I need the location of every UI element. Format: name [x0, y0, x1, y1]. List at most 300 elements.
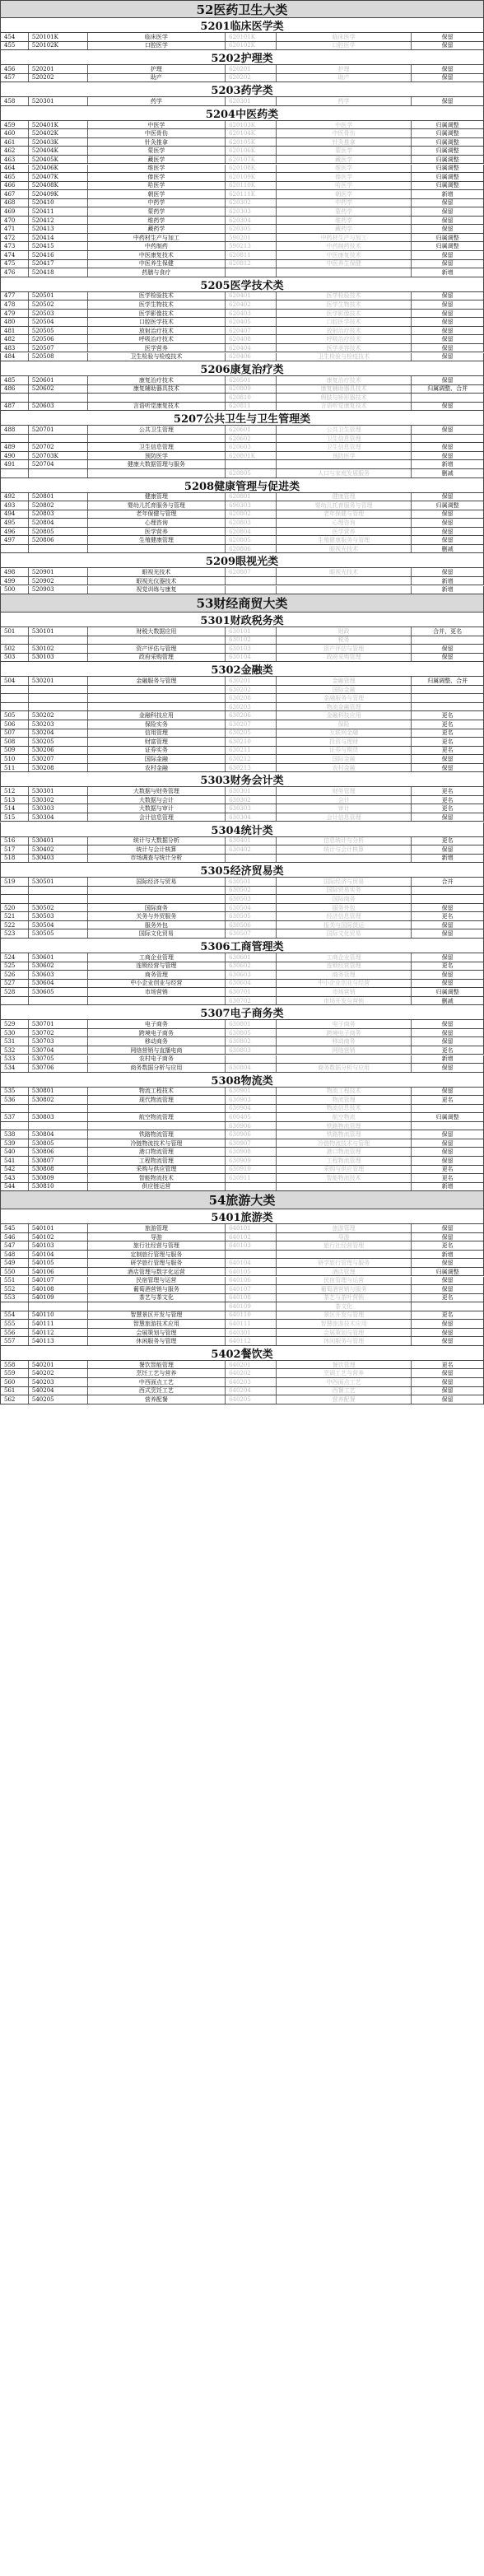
change-note: 归属调整: [435, 234, 459, 241]
change-note: 新增: [441, 586, 454, 594]
old-name: 会计信息管理: [277, 813, 412, 822]
table-row: [0, 528, 484, 537]
old-name: 财务管理: [277, 787, 412, 795]
table-row: [0, 953, 484, 962]
old-name: 民宿管理与运营: [277, 1277, 412, 1285]
new-code: 540106: [29, 1268, 88, 1276]
new-code: 540108: [29, 1285, 88, 1293]
old-code: 630304: [226, 813, 277, 822]
old-code: 620201: [226, 65, 277, 73]
new-name: [88, 686, 226, 694]
old-name: 税务: [277, 636, 412, 645]
row-index: 555: [1, 1320, 29, 1328]
new-name: 统计与会计核算: [88, 845, 226, 854]
row-index: 499: [1, 577, 29, 585]
old-name: 中医学: [277, 121, 412, 129]
change-note: 保留: [441, 310, 454, 317]
old-code: [226, 1251, 277, 1259]
table-row: [0, 1233, 484, 1242]
old-code: 630302: [226, 796, 277, 804]
old-code: [226, 1183, 277, 1191]
table-row: [0, 1311, 484, 1321]
table-row: [0, 627, 484, 636]
table-row: [0, 1241, 484, 1251]
old-code: 630911: [226, 1174, 277, 1182]
table-row: [0, 804, 484, 813]
table-row: [0, 677, 484, 686]
new-code: 530503: [29, 912, 88, 920]
table-row: [0, 190, 484, 199]
old-name: [277, 855, 412, 863]
change-note: 保留: [441, 764, 454, 771]
old-code: 620408: [226, 335, 277, 343]
row-index: 478: [1, 300, 29, 309]
table-row: [0, 1268, 484, 1277]
new-code: [29, 686, 88, 694]
new-name: 临床医学: [88, 33, 226, 41]
old-code: 620107K: [226, 156, 277, 164]
old-name: 医学检验技术: [277, 292, 412, 300]
old-code: 630504: [226, 904, 277, 912]
old-name: 金融服务与管理: [277, 694, 412, 702]
new-name: 心理咨询: [88, 519, 226, 527]
old-code: 640105: [226, 1268, 277, 1276]
old-name: 物流管理: [277, 1096, 412, 1104]
row-index: [1, 694, 29, 702]
new-name: 财富管理: [88, 738, 226, 746]
old-name: 智慧旅游技术应用: [277, 1320, 412, 1328]
row-index: 491: [1, 460, 29, 468]
new-code: 530403: [29, 855, 88, 863]
old-code: 630503: [226, 895, 277, 903]
old-name: 工商企业管理: [277, 953, 412, 962]
table-row: [0, 327, 484, 336]
table-row: [0, 1251, 484, 1260]
old-code: 620106K: [226, 147, 277, 155]
old-name: 国际文化贸易: [277, 929, 412, 938]
new-name: [88, 636, 226, 645]
change-note: [412, 887, 483, 895]
new-code: 540105: [29, 1259, 88, 1267]
old-name: [277, 1183, 412, 1191]
row-index: 543: [1, 1174, 29, 1182]
new-code: 530808: [29, 1166, 88, 1174]
table-row: [0, 1224, 484, 1233]
old-code: 620301: [226, 97, 277, 105]
change-note: 保留: [441, 1260, 454, 1267]
new-code: 520803: [29, 510, 88, 519]
new-name: 医学营养: [88, 528, 226, 536]
table-row: [0, 242, 484, 251]
new-name: 会计信息管理: [88, 813, 226, 822]
old-code: 630906: [226, 1122, 277, 1130]
new-name: 保险实务: [88, 720, 226, 729]
change-note: 保留: [441, 327, 454, 334]
old-name: 中医骨伤: [277, 129, 412, 137]
table-row: [0, 344, 484, 353]
row-index: 541: [1, 1157, 29, 1165]
row-index: 481: [1, 327, 29, 335]
change-note: 保留: [441, 930, 454, 938]
row-index: 471: [1, 225, 29, 233]
row-index: 533: [1, 1055, 29, 1064]
new-code: 530605: [29, 988, 88, 996]
new-code: 520102K: [29, 42, 88, 50]
table-row: [0, 310, 484, 319]
old-name: 口腔医学技术: [277, 318, 412, 326]
table-row: [0, 747, 484, 756]
change-note: 保留: [441, 1321, 454, 1328]
change-note: 保留: [441, 654, 454, 661]
old-name: 景区开发与管理: [277, 1311, 412, 1320]
table-row: [0, 904, 484, 913]
old-name: 保险: [277, 720, 412, 729]
old-code: 630205: [226, 729, 277, 738]
category-heading: 5204中医药类: [0, 106, 484, 121]
old-name: 投资与理财: [277, 738, 412, 746]
row-index: 551: [1, 1277, 29, 1285]
major-category-heading: 53财经商贸大类: [0, 594, 484, 613]
change-note: 归属调整: [435, 165, 459, 172]
new-name: 医学营养: [88, 344, 226, 352]
new-code: [29, 1302, 88, 1311]
table-row: [0, 199, 484, 208]
table-row: [0, 720, 484, 729]
old-code: 630910: [226, 1166, 277, 1174]
change-note: 保留: [441, 300, 454, 308]
category-heading: 5207公共卫生与卫生管理类: [0, 411, 484, 426]
change-note: 更名: [441, 1361, 454, 1368]
change-note: [412, 694, 483, 702]
new-name: 金融科技应用: [88, 711, 226, 720]
old-code: 620103K: [226, 121, 277, 129]
row-index: 458: [1, 97, 29, 105]
old-code: 620805: [226, 536, 277, 544]
new-code: 520408K: [29, 182, 88, 190]
old-name: 国际经济与贸易: [277, 878, 412, 886]
old-code: 620802: [226, 510, 277, 519]
new-name: [88, 703, 226, 711]
old-name: 茶文化: [277, 1302, 412, 1311]
old-name: 维医学: [277, 165, 412, 173]
new-name: 导游: [88, 1233, 226, 1241]
table-row: [0, 1294, 484, 1303]
new-code: 530706: [29, 1064, 88, 1072]
new-name: 助产: [88, 74, 226, 82]
row-index: 454: [1, 33, 29, 41]
change-note: 归属调整: [435, 156, 459, 163]
old-code: 620801K: [226, 452, 277, 460]
change-note: [412, 1105, 483, 1113]
row-index: 539: [1, 1139, 29, 1148]
new-name: 视觉训练与康复: [88, 586, 226, 594]
table-row: [0, 426, 484, 435]
new-code: 530807: [29, 1157, 88, 1165]
new-name: 信用管理: [88, 729, 226, 738]
table-row: [0, 837, 484, 846]
table-row: [0, 65, 484, 74]
row-index: 460: [1, 129, 29, 137]
table-row: [0, 921, 484, 930]
new-code: 520508: [29, 353, 88, 361]
new-name: 蒙药学: [88, 207, 226, 216]
table-row: [0, 1029, 484, 1038]
new-name: 大数据与财务管理: [88, 787, 226, 795]
new-code: 530401: [29, 837, 88, 845]
change-note: 保留: [441, 1329, 454, 1336]
old-code: 630602: [226, 962, 277, 971]
row-index: 463: [1, 156, 29, 164]
new-code: 520603: [29, 403, 88, 411]
old-name: 眼视光技术: [277, 545, 412, 553]
change-note: 更名: [441, 712, 454, 720]
new-name: 卫生信息管理: [88, 443, 226, 451]
change-note: 更名: [441, 1294, 454, 1302]
row-index: 554: [1, 1311, 29, 1320]
new-name: [88, 1122, 226, 1130]
old-code: 600405: [226, 1113, 277, 1121]
new-name: 财税大数据应用: [88, 627, 226, 636]
new-code: 540113: [29, 1337, 88, 1345]
old-name: 医学营养: [277, 528, 412, 536]
change-note: 保留: [441, 319, 454, 326]
old-code: 620801: [226, 493, 277, 501]
category-heading: 5302金融类: [0, 662, 484, 677]
new-code: 520702: [29, 443, 88, 451]
old-name: 航空物流: [277, 1113, 412, 1121]
change-note: 保留: [441, 1131, 454, 1139]
table-row: [0, 1096, 484, 1105]
table-row: [0, 493, 484, 502]
change-note: [412, 895, 483, 903]
old-name: 医学美容技术: [277, 344, 412, 352]
new-name: 连锁经营与管理: [88, 962, 226, 971]
new-code: [29, 997, 88, 1005]
old-code: 630402: [226, 845, 277, 854]
new-name: 政府采购管理: [88, 654, 226, 662]
row-index: 492: [1, 493, 29, 501]
old-name: 生殖健康服务与管理: [277, 536, 412, 544]
new-name: 眼视光仪器技术: [88, 577, 226, 585]
change-note: 保留: [441, 569, 454, 576]
new-code: 520416: [29, 251, 88, 259]
table-row: [0, 738, 484, 747]
new-name: 口腔医学技术: [88, 318, 226, 326]
old-name: 卫生信息管理: [277, 435, 412, 443]
table-row: [0, 519, 484, 528]
category-heading: 5203药学类: [0, 82, 484, 97]
new-name: 民宿管理与运营: [88, 1277, 226, 1285]
row-index: 518: [1, 855, 29, 863]
old-code: 620806: [226, 545, 277, 553]
new-code: 520804: [29, 519, 88, 527]
new-code: 520101K: [29, 33, 88, 41]
new-code: [29, 694, 88, 702]
old-code: 620302: [226, 199, 277, 207]
change-note: 保留: [441, 1224, 454, 1232]
old-code: 640110: [226, 1311, 277, 1320]
old-code: [226, 855, 277, 863]
old-name: 导游: [277, 1233, 412, 1241]
new-name: 维药学: [88, 217, 226, 225]
table-row: [0, 636, 484, 645]
row-index: 562: [1, 1395, 29, 1404]
table-row: [0, 796, 484, 805]
old-code: 620812: [226, 260, 277, 268]
row-index: [1, 1302, 29, 1311]
old-name: 连锁经营管理: [277, 962, 412, 971]
old-name: 人口与家庭发展服务: [277, 469, 412, 477]
new-name: [88, 694, 226, 702]
old-code: 630210: [226, 738, 277, 746]
old-code: 620101K: [226, 33, 277, 41]
new-name: 国际商务: [88, 904, 226, 912]
old-name: 中药材生产与加工: [277, 234, 412, 242]
change-note: 保留: [441, 336, 454, 343]
table-row: [0, 1395, 484, 1404]
new-code: 540112: [29, 1329, 88, 1337]
old-name: [277, 460, 412, 468]
category-heading: 5307电子商务类: [0, 1005, 484, 1020]
old-name: 市场营销: [277, 988, 412, 996]
change-note: 归属调整: [435, 130, 459, 137]
change-note: 保留: [441, 1277, 454, 1284]
table-row: [0, 1122, 484, 1131]
table-row: [0, 1174, 484, 1183]
row-index: 456: [1, 65, 29, 73]
new-code: 530504: [29, 921, 88, 929]
row-index: [1, 686, 29, 694]
row-index: 487: [1, 403, 29, 411]
old-code: 630502: [226, 887, 277, 895]
new-name: 医学生物技术: [88, 300, 226, 309]
change-note: 保留: [441, 260, 454, 268]
new-name: 冷链物流技术与管理: [88, 1139, 226, 1148]
row-index: 542: [1, 1166, 29, 1174]
table-row: [0, 536, 484, 545]
row-index: 504: [1, 677, 29, 685]
row-index: 529: [1, 1020, 29, 1028]
old-code: [226, 268, 277, 277]
category-heading: 5305经济贸易类: [0, 863, 484, 878]
category-heading: 5303财务会计类: [0, 772, 484, 787]
table-row: [0, 394, 484, 403]
new-name: 铁路物流管理: [88, 1130, 226, 1139]
new-code: 530205: [29, 738, 88, 746]
category-heading: 5301财政税务类: [0, 613, 484, 627]
old-name: 铁路物流管理: [277, 1130, 412, 1139]
new-name: 言语听觉康复技术: [88, 403, 226, 411]
old-name: 卫生信息管理: [277, 443, 412, 451]
change-note: 归属调整: [435, 501, 459, 509]
old-code: 630203: [226, 703, 277, 711]
change-note: 保留: [441, 1021, 454, 1028]
row-index: 495: [1, 519, 29, 527]
old-code: 630206: [226, 711, 277, 720]
old-code: 640205: [226, 1395, 277, 1404]
old-code: 640101: [226, 1224, 277, 1232]
new-name: 网络营销与直播电商: [88, 1046, 226, 1055]
row-index: 477: [1, 292, 29, 300]
row-index: 530: [1, 1029, 29, 1037]
row-index: 466: [1, 182, 29, 190]
new-code: 520602: [29, 385, 88, 394]
change-note: [412, 703, 483, 711]
table-row: [0, 1020, 484, 1029]
row-index: [1, 636, 29, 645]
change-note: 保留: [441, 510, 454, 518]
old-name: 助产: [277, 74, 412, 82]
new-code: 520201: [29, 65, 88, 73]
new-name: 采购与供应管理: [88, 1166, 226, 1174]
old-code: 620104K: [226, 129, 277, 137]
old-name: 统计与会计核算: [277, 845, 412, 854]
new-code: 530301: [29, 787, 88, 795]
change-note: [412, 435, 483, 443]
old-name: 老年保健与管理: [277, 510, 412, 519]
new-name: 物流工程技术: [88, 1088, 226, 1096]
new-name: 预防医学: [88, 452, 226, 460]
row-index: 484: [1, 353, 29, 361]
old-name: 维药学: [277, 217, 412, 225]
new-code: [29, 469, 88, 477]
change-note: 保留: [441, 1285, 454, 1293]
change-note: 更名: [441, 747, 454, 754]
new-code: 520704: [29, 460, 88, 468]
new-code: 520506: [29, 335, 88, 343]
old-name: [277, 586, 412, 594]
new-name: 国际金融: [88, 755, 226, 763]
row-index: 510: [1, 755, 29, 763]
old-code: [226, 586, 277, 594]
change-note: [412, 686, 483, 694]
change-note: 保留: [441, 1148, 454, 1156]
category-heading: 5402餐饮类: [0, 1346, 484, 1361]
old-name: 中小企业创业与经营: [277, 980, 412, 988]
old-code: 630213: [226, 764, 277, 772]
old-name: 网络营销: [277, 1046, 412, 1055]
old-name: 茶艺与茶叶营销: [277, 1294, 412, 1302]
table-row: [0, 385, 484, 394]
new-code: 520505: [29, 327, 88, 335]
row-index: 547: [1, 1241, 29, 1250]
table-row: [0, 138, 484, 147]
new-code: 530801: [29, 1088, 88, 1096]
old-code: 630202: [226, 686, 277, 694]
row-index: 522: [1, 921, 29, 929]
table-row: [0, 1361, 484, 1370]
new-code: 520504: [29, 318, 88, 326]
row-index: 462: [1, 147, 29, 155]
new-code: 520806: [29, 536, 88, 544]
old-code: 640102: [226, 1233, 277, 1241]
change-note: 保留: [441, 217, 454, 224]
old-name: 互联网金融: [277, 729, 412, 738]
new-code: 530402: [29, 845, 88, 854]
new-name: [88, 887, 226, 895]
old-code: 640201: [226, 1361, 277, 1369]
new-name: 工商企业管理: [88, 953, 226, 962]
table-row: [0, 1166, 484, 1175]
row-index: 493: [1, 501, 29, 510]
category-heading: 5202护理类: [0, 50, 484, 65]
change-note: 保留: [441, 199, 454, 207]
old-code: 640202: [226, 1369, 277, 1377]
row-index: 496: [1, 528, 29, 536]
new-code: [29, 545, 88, 553]
old-code: 620102K: [226, 42, 277, 50]
old-code: 640112: [226, 1337, 277, 1345]
